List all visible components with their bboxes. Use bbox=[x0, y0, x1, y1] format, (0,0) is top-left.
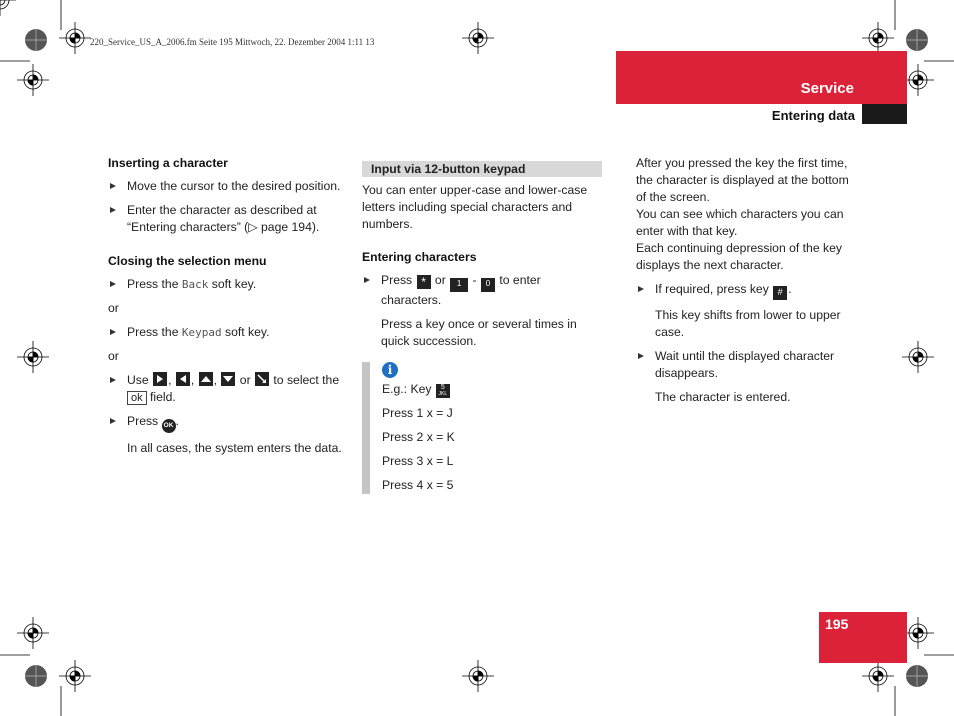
left-arrow-key-icon bbox=[176, 372, 190, 386]
bullet-move-cursor: Move the cursor to the desired position. bbox=[108, 178, 353, 195]
text: , bbox=[190, 373, 195, 387]
text: to select the bbox=[270, 373, 340, 387]
heading-entering-characters: Entering characters bbox=[362, 250, 477, 264]
one-key-icon: 1 bbox=[450, 278, 468, 292]
press-note: Press a key once or several times in quick succession. bbox=[381, 317, 577, 348]
or-text: or bbox=[108, 349, 119, 363]
press-1-text: Press 1 x = J bbox=[382, 406, 453, 420]
chapter-tab bbox=[616, 51, 907, 104]
box-title: Input via 12-button keypad bbox=[362, 161, 602, 177]
bullet-press-back bbox=[108, 276, 353, 293]
ok-field-label: ok bbox=[127, 391, 147, 405]
text: soft key. bbox=[221, 325, 270, 339]
text: soft key. bbox=[208, 277, 257, 291]
press-3-text: Press 3 x = L bbox=[382, 454, 454, 468]
press-2-text: Press 2 x = K bbox=[382, 430, 455, 444]
zero-key-icon: 0 bbox=[481, 278, 495, 292]
text: , bbox=[213, 373, 218, 387]
text: page 194). bbox=[257, 220, 320, 234]
note-bar bbox=[362, 362, 370, 494]
result-text: In all cases, the system enters the data. bbox=[127, 441, 342, 455]
bullet-press-keypad bbox=[108, 324, 353, 341]
text: If required, press key bbox=[655, 282, 773, 296]
text: - bbox=[469, 273, 480, 287]
info-icon: i bbox=[382, 362, 398, 378]
text: Press bbox=[381, 273, 416, 287]
entered-note: The character is entered. bbox=[655, 390, 791, 404]
intro-text: You can enter upper-case and lower-case letters including special characters and numbers. bbox=[362, 183, 588, 231]
diagonal-arrow-key-icon bbox=[255, 372, 269, 386]
text: Enter the character as described at “Entering characters” ( bbox=[127, 203, 317, 234]
down-arrow-key-icon bbox=[221, 372, 235, 386]
keypad-softkey-label: Keypad bbox=[181, 326, 222, 339]
column-middle bbox=[362, 161, 602, 501]
bullet-wait: Wait until the displayed character disappears. bbox=[636, 348, 861, 382]
example-key bbox=[382, 381, 602, 398]
press-4-text: Press 4 x = 5 bbox=[382, 478, 454, 492]
section-title: Entering data bbox=[771, 108, 855, 123]
paragraph-see-characters: You can see which characters you can enter with that key. bbox=[636, 207, 844, 238]
or-text: or bbox=[108, 301, 119, 315]
right-arrow-key-icon bbox=[153, 372, 167, 386]
heading-inserting-character: Inserting a character bbox=[108, 156, 228, 170]
hash-key-icon: # bbox=[773, 286, 787, 300]
file-meta: 220_Service_US_A_2006.fm Seite 195 Mittwoch, 22. Dezember 2004 1:11 13 bbox=[90, 37, 375, 47]
column-left bbox=[108, 155, 353, 464]
hash-note: This key shifts from lower to upper case. bbox=[655, 308, 841, 339]
section-tab-marker bbox=[862, 104, 907, 124]
page-number: 195 bbox=[825, 616, 849, 632]
text: , bbox=[168, 373, 172, 387]
bullet-press-ok bbox=[108, 413, 353, 433]
info-note bbox=[362, 362, 602, 494]
text: Use bbox=[127, 373, 153, 387]
paragraph-continuing: Each continuing depression of the key displays the next character. bbox=[636, 241, 842, 272]
bullet-enter-character bbox=[108, 202, 353, 236]
page-ref-arrow-icon: ▷ bbox=[248, 220, 258, 234]
star-key-icon: * bbox=[417, 275, 431, 289]
text: or bbox=[431, 273, 450, 287]
text: Press the bbox=[127, 277, 182, 291]
text: . bbox=[788, 282, 792, 296]
heading-closing-menu: Closing the selection menu bbox=[108, 254, 267, 268]
five-jkl-key-icon: 5 JKL bbox=[436, 384, 450, 398]
chapter-title: Service bbox=[800, 80, 854, 97]
bullet-press-hash bbox=[636, 281, 861, 300]
up-arrow-key-icon bbox=[199, 372, 213, 386]
bullet-use-arrows bbox=[108, 372, 353, 406]
paragraph-first-press: After you pressed the key the first time, the character is displayed at the bottom of the screen. bbox=[636, 156, 849, 204]
text: E.g.: Key bbox=[382, 382, 435, 396]
column-right bbox=[636, 155, 861, 413]
text: . bbox=[175, 414, 179, 428]
ok-button-icon: OK bbox=[162, 419, 176, 433]
text: Press the bbox=[127, 325, 182, 339]
text: Press bbox=[127, 414, 162, 428]
back-softkey-label: Back bbox=[181, 278, 209, 291]
bullet-press-keys bbox=[362, 272, 602, 309]
text: or bbox=[236, 373, 255, 387]
text: to enter characters. bbox=[381, 273, 541, 307]
text: field. bbox=[146, 390, 176, 404]
